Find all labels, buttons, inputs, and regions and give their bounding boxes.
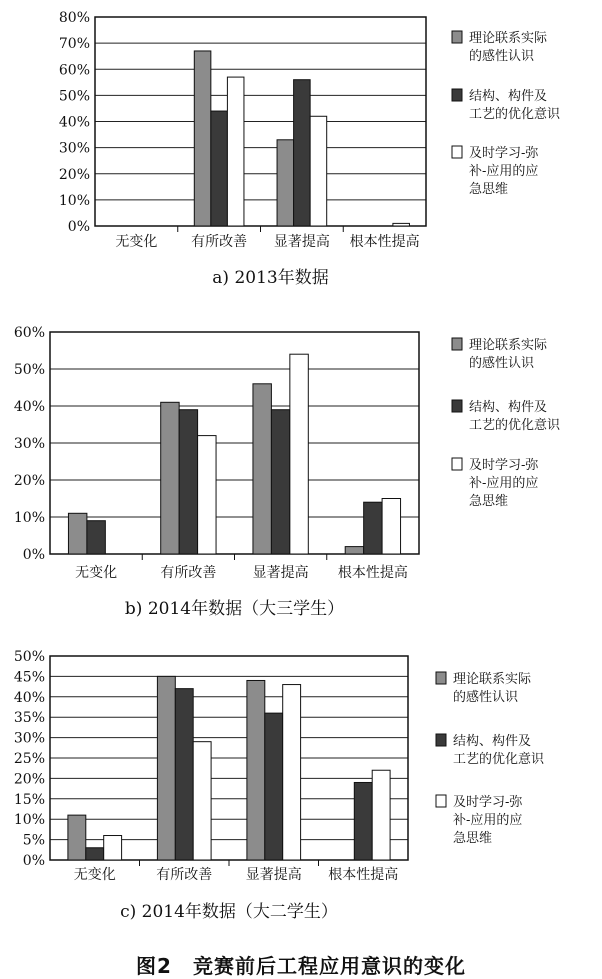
x-tick-label: 根本性提高 bbox=[337, 565, 408, 581]
legend-label: 结构、构件及工艺的优化意识 bbox=[469, 89, 561, 122]
y-tick-label: 5% bbox=[22, 832, 45, 849]
y-tick-label: 35% bbox=[13, 710, 45, 727]
x-tick-label: 有所改善 bbox=[191, 234, 248, 250]
bar bbox=[372, 770, 390, 860]
legend-label: 理论联系实际的感性认识 bbox=[469, 31, 548, 64]
bar bbox=[253, 384, 271, 554]
chart-title: a) 2013年数据 bbox=[212, 268, 329, 288]
chart-1 bbox=[59, 10, 561, 288]
chart-title: b) 2014年数据（大三学生） bbox=[124, 599, 345, 619]
legend-entry bbox=[452, 458, 539, 509]
x-tick-label: 有所改善 bbox=[160, 565, 217, 581]
bar bbox=[175, 689, 193, 860]
bar bbox=[277, 140, 294, 226]
legend-swatch bbox=[452, 31, 462, 43]
bar bbox=[86, 848, 104, 860]
bar bbox=[345, 547, 363, 554]
y-tick-label: 10% bbox=[13, 510, 45, 526]
legend-label: 结构、构件及工艺的优化意识 bbox=[469, 400, 561, 433]
y-tick-label: 30% bbox=[13, 436, 45, 452]
legend-entry bbox=[452, 31, 548, 64]
y-tick-label: 0% bbox=[67, 219, 90, 235]
legend-entry bbox=[452, 338, 548, 371]
x-tick-label: 显著提高 bbox=[252, 565, 309, 581]
legend-swatch bbox=[436, 795, 446, 807]
legend-label: 理论联系实际的感性认识 bbox=[453, 672, 532, 705]
legend-entry bbox=[452, 88, 561, 122]
bar bbox=[294, 80, 311, 226]
x-tick-label: 根本性提高 bbox=[349, 234, 420, 250]
bar bbox=[87, 521, 105, 554]
bar bbox=[68, 815, 86, 860]
bar bbox=[382, 499, 400, 555]
y-tick-label: 0% bbox=[22, 547, 45, 563]
legend-entry bbox=[436, 672, 532, 705]
y-tick-label: 40% bbox=[58, 114, 90, 131]
y-tick-label: 0% bbox=[22, 853, 45, 869]
bar bbox=[393, 223, 410, 226]
bar bbox=[179, 410, 197, 554]
bar bbox=[104, 836, 122, 860]
y-tick-label: 10% bbox=[13, 812, 45, 829]
y-tick-label: 30% bbox=[13, 730, 45, 747]
legend-label: 理论联系实际的感性认识 bbox=[469, 338, 548, 371]
bar bbox=[68, 513, 86, 554]
legend-swatch bbox=[436, 734, 446, 746]
legend-swatch bbox=[452, 400, 462, 412]
bar bbox=[364, 502, 382, 554]
legend-label: 结构、构件及工艺的优化意识 bbox=[453, 734, 545, 767]
bar bbox=[310, 116, 327, 226]
chart-3 bbox=[14, 649, 545, 922]
bar bbox=[247, 680, 265, 860]
legend-swatch bbox=[452, 89, 462, 101]
bar bbox=[265, 713, 283, 860]
y-tick-label: 30% bbox=[58, 140, 90, 157]
legend-swatch bbox=[436, 672, 446, 684]
bar bbox=[161, 402, 179, 554]
y-tick-label: 40% bbox=[13, 689, 45, 706]
y-tick-label: 25% bbox=[13, 751, 45, 767]
y-tick-label: 45% bbox=[13, 669, 45, 686]
bar bbox=[211, 111, 228, 226]
legend-entry bbox=[452, 399, 561, 433]
bar bbox=[194, 51, 211, 226]
bar bbox=[157, 676, 175, 860]
x-tick-label: 显著提高 bbox=[273, 234, 330, 250]
y-tick-label: 20% bbox=[13, 771, 45, 788]
x-tick-label: 根本性提高 bbox=[328, 867, 399, 883]
chart-2 bbox=[14, 325, 561, 619]
y-tick-label: 60% bbox=[13, 325, 45, 341]
x-tick-label: 显著提高 bbox=[245, 867, 302, 883]
chart-title: c) 2014年数据（大二学生） bbox=[120, 902, 338, 922]
bar bbox=[354, 782, 372, 860]
y-tick-label: 60% bbox=[58, 62, 90, 79]
bar bbox=[198, 436, 216, 554]
bar bbox=[193, 742, 211, 860]
y-tick-label: 50% bbox=[13, 362, 45, 378]
y-tick-label: 80% bbox=[58, 10, 90, 26]
bar bbox=[271, 410, 289, 554]
bar bbox=[227, 77, 244, 226]
x-tick-label: 无变化 bbox=[115, 234, 158, 250]
bar bbox=[290, 354, 308, 554]
y-tick-label: 40% bbox=[13, 399, 45, 415]
x-tick-label: 无变化 bbox=[75, 565, 118, 581]
y-tick-label: 10% bbox=[58, 192, 90, 209]
legend-swatch bbox=[452, 338, 462, 350]
y-tick-label: 20% bbox=[58, 166, 90, 183]
legend-label: 及时学习-弥补-应用的应急思维 bbox=[469, 458, 539, 509]
figure-caption: 图2 竞赛前后工程应用意识的变化 bbox=[136, 954, 466, 978]
legend-entry bbox=[436, 795, 523, 846]
x-tick-label: 无变化 bbox=[73, 867, 116, 883]
y-tick-label: 20% bbox=[13, 473, 45, 489]
legend-entry bbox=[436, 733, 545, 767]
legend-swatch bbox=[452, 458, 462, 470]
y-tick-label: 70% bbox=[58, 36, 90, 53]
y-tick-label: 15% bbox=[13, 791, 45, 808]
legend-entry bbox=[452, 146, 539, 197]
y-tick-label: 50% bbox=[13, 649, 45, 665]
bar bbox=[283, 685, 301, 860]
legend-label: 及时学习-弥补-应用的应急思维 bbox=[453, 795, 523, 846]
x-tick-label: 有所改善 bbox=[156, 867, 213, 883]
y-tick-label: 50% bbox=[58, 88, 90, 105]
legend-label: 及时学习-弥补-应用的应急思维 bbox=[469, 146, 539, 197]
legend-swatch bbox=[452, 146, 462, 158]
